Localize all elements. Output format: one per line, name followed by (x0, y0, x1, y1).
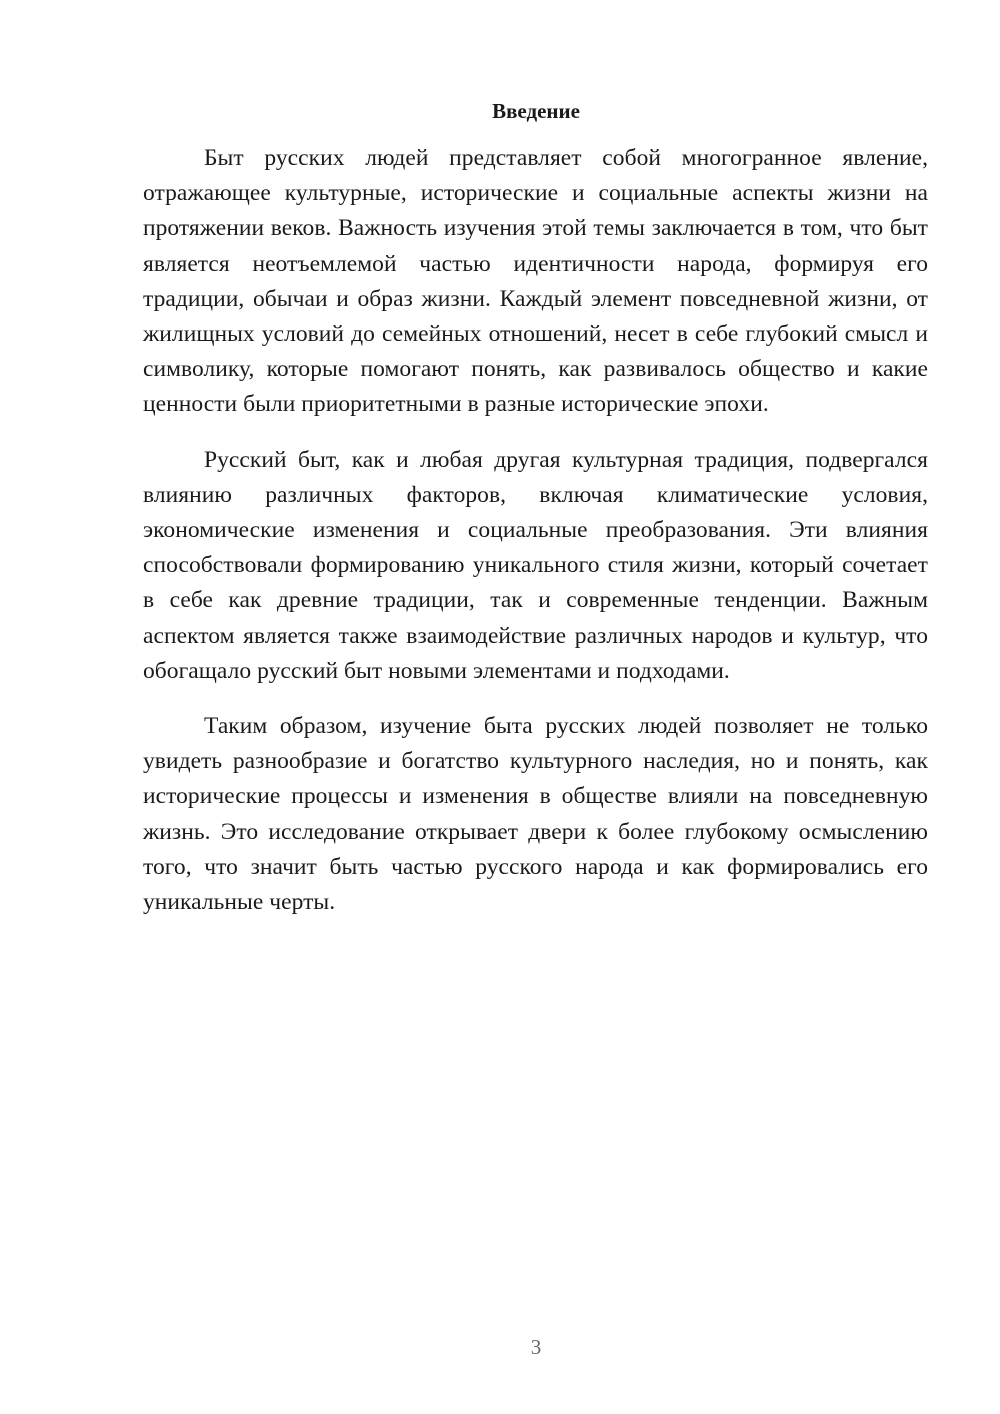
body-text (143, 141, 928, 940)
section-heading: Введение (492, 99, 580, 123)
paragraph-2: Русский быт, как и любая другая культурная традиция, подвергался влиянию различных факторов, включая климатические условия, экономические изменения и социальные преобразования. Эти влияния способствовали формированию уникального стиля жизни, который сочетает в себе как древние традиции, так и современные тенденции. Важным аспектом является также взаимодействие различных народов и культур, что обогащало русский быт новыми элементами и подходами. (143, 446, 928, 684)
paragraph-1: Быт русских людей представляет собой многогранное явление, отражающее культурные, исторические и социальные аспекты жизни на протяжении веков. Важность изучения этой темы заключается в том, что быт является неотъемлемой частью идентичности народа, формируя его традиции, обычаи и образ жизни. Каждый элемент повседневной жизни, от жилищных условий до семейных отношений, несет в себе глубокий смысл и символику, которые помогают понять, как развивалось общество и какие ценности были приоритетными в разные исторические эпохи. (143, 145, 928, 418)
paragraph-3: Таким образом, изучение быта русских людей позволяет не только увидеть разнообразие и богатство культурного наследия, но и понять, как исторические процессы и изменения в обществе влияли на повседневную жизнь. Это исследование открывает двери к более глубокому осмыслению того, что значит быть частью русского народа и как формировались его уникальные черты. (143, 713, 928, 916)
page-number: 3 (530, 1335, 542, 1359)
